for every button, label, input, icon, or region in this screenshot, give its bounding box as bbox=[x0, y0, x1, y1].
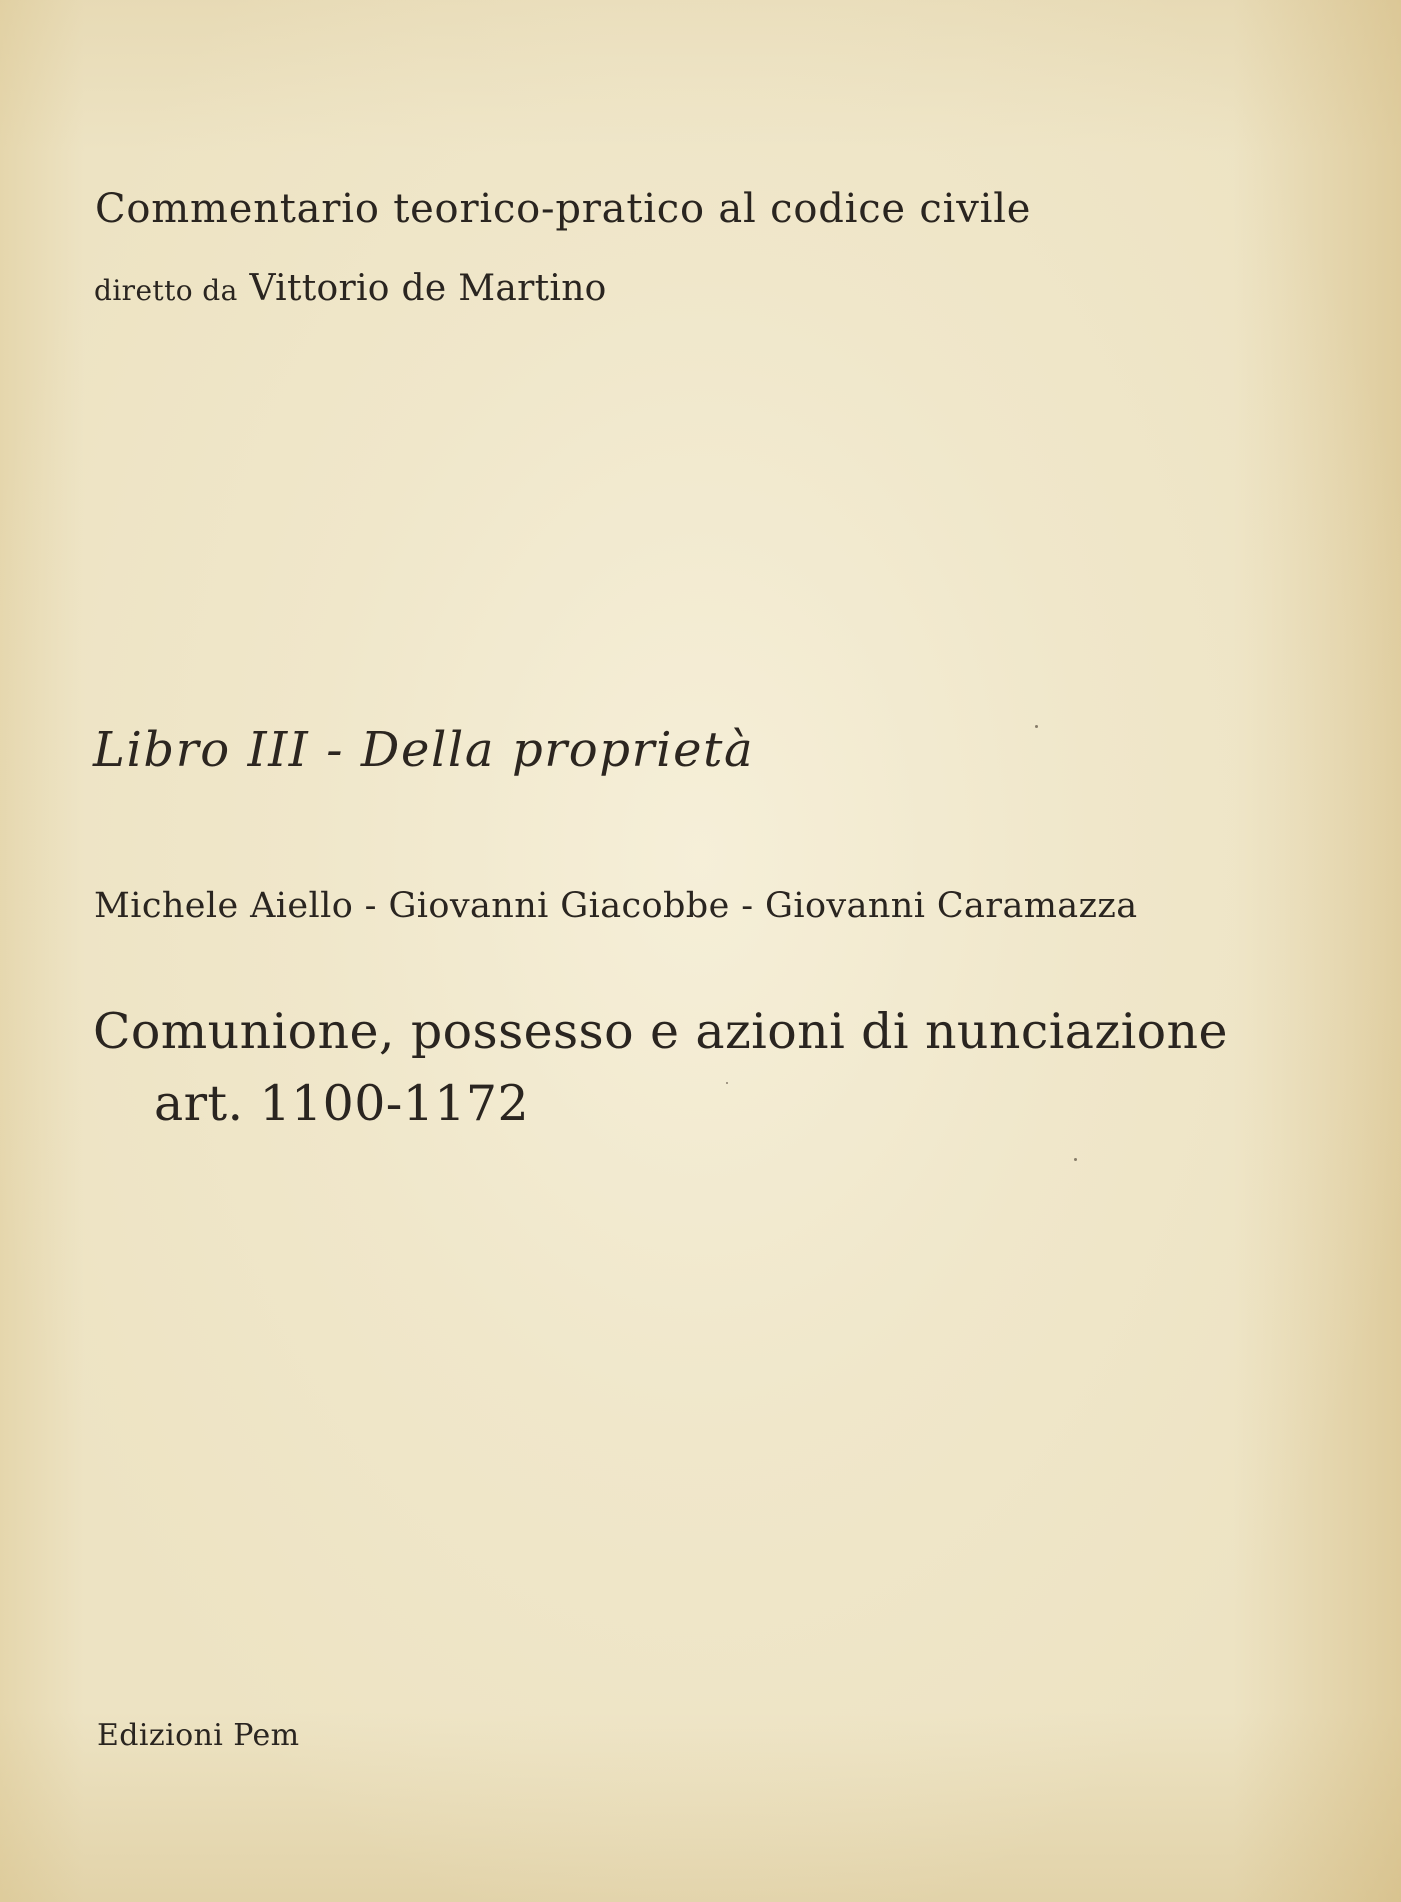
paper-speck bbox=[1035, 725, 1038, 728]
articles-range: art. 1100-1172 bbox=[154, 1075, 530, 1132]
series-title: Commentario teorico-pratico al codice civile bbox=[95, 186, 1032, 232]
paper-speck bbox=[1074, 1158, 1077, 1161]
series-editor-line bbox=[94, 268, 607, 309]
publisher-name: Edizioni Pem bbox=[97, 1718, 300, 1753]
series-editor-name: Vittorio de Martino bbox=[249, 268, 607, 309]
authors-line: Michele Aiello - Giovanni Giacobbe - Giovanni Caramazza bbox=[94, 886, 1138, 926]
paper-speck bbox=[726, 1082, 728, 1084]
direction-prefix: diretto da bbox=[94, 274, 238, 307]
work-title: Comunione, possesso e azioni di nunciazione bbox=[93, 1003, 1228, 1060]
book-heading: Libro III - Della proprietà bbox=[93, 722, 755, 778]
